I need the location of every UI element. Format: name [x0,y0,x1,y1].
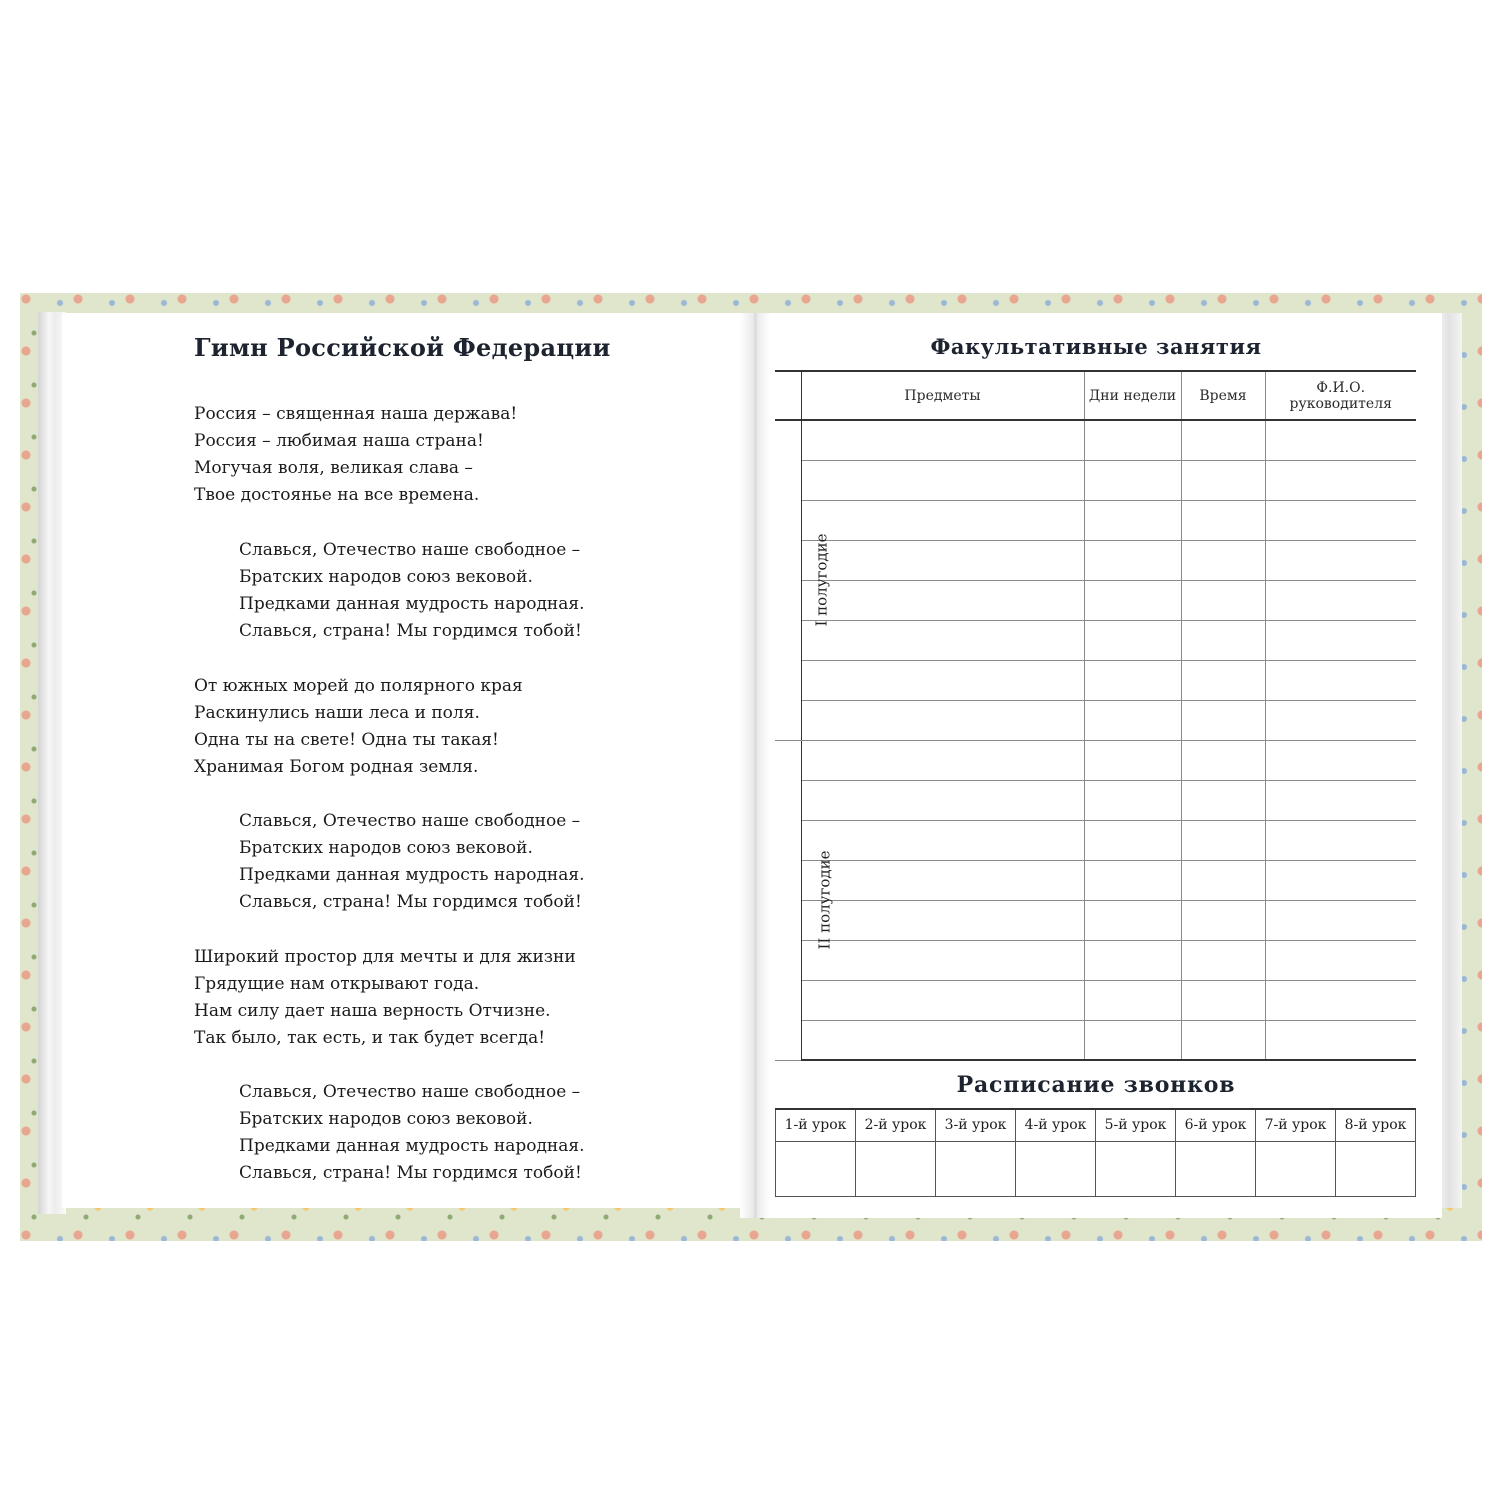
chorus-2 [239,808,585,916]
verse-line: Нам силу дает наша верность Отчизне. [194,1001,551,1021]
anthem-title: Гимн Российской Федерации [194,333,611,362]
bell-time-cell[interactable] [856,1141,936,1196]
table-row [775,580,1416,620]
supervisor-cell[interactable] [1265,860,1416,900]
chorus-line: Предками данная мудрость народная. [239,594,585,614]
lesson-header: 3-й урок [936,1109,1016,1141]
time-cell[interactable] [1181,700,1265,740]
table-row [775,860,1416,900]
supervisor-cell[interactable] [1265,980,1416,1020]
verse-line: Россия – любимая наша страна! [194,431,484,451]
lesson-header: 7-й урок [1256,1109,1336,1141]
supervisor-cell[interactable] [1265,540,1416,580]
days-cell[interactable] [1084,740,1181,780]
lesson-header: 6-й урок [1176,1109,1256,1141]
subject-cell[interactable] [801,660,1084,700]
table-row [775,900,1416,940]
supervisor-cell[interactable] [1265,740,1416,780]
verse-line: Одна ты на свете! Одна ты такая! [194,730,499,750]
elective-header-row [775,371,1416,420]
chorus-line: Славься, страна! Мы гордимся тобой! [239,892,582,912]
supervisor-cell[interactable] [1265,500,1416,540]
subject-cell[interactable] [801,780,1084,820]
supervisor-cell[interactable] [1265,580,1416,620]
time-cell[interactable] [1181,980,1265,1020]
subject-cell[interactable] [801,740,1084,780]
supervisor-cell[interactable] [1265,660,1416,700]
chorus-line: Славься, страна! Мы гордимся тобой! [239,621,582,641]
time-cell[interactable] [1181,540,1265,580]
column-header-days: Дни недели [1084,371,1181,420]
subject-cell[interactable] [801,420,1084,460]
chorus-line: Славься, Отечество наше свободное – [239,1082,581,1102]
subject-cell[interactable] [801,940,1084,980]
chorus-1 [239,537,585,645]
table-row [775,620,1416,660]
supervisor-cell[interactable] [1265,820,1416,860]
time-cell[interactable] [1181,860,1265,900]
verse-line: Твое достоянье на все времена. [194,485,480,505]
subject-cell[interactable] [801,980,1084,1020]
days-cell[interactable] [1084,980,1181,1020]
chorus-line: Братских народов союз вековой. [239,838,533,858]
days-cell[interactable] [1084,540,1181,580]
subject-cell[interactable] [801,1020,1084,1060]
days-cell[interactable] [1084,660,1181,700]
header-corner-cell [775,371,801,420]
subject-cell[interactable] [801,620,1084,660]
verse-line: Грядущие нам открывают года. [194,974,480,994]
verse-1 [194,401,517,509]
lesson-header: 2-й урок [856,1109,936,1141]
column-header-supervisor: Ф.И.О. руководителя [1265,371,1416,420]
time-cell[interactable] [1181,940,1265,980]
table-row [775,740,1416,780]
table-row [775,1020,1416,1060]
chorus-line: Славься, Отечество наше свободное – [239,540,581,560]
subject-cell[interactable] [801,900,1084,940]
verse-line: Широкий простор для мечты и для жизни [194,947,576,967]
supervisor-cell[interactable] [1265,1020,1416,1060]
supervisor-cell[interactable] [1265,420,1416,460]
chorus-line: Братских народов союз вековой. [239,567,533,587]
days-cell[interactable] [1084,580,1181,620]
supervisor-cell[interactable] [1265,460,1416,500]
verse-line: Россия – священная наша держава! [194,404,518,424]
bell-time-row [776,1141,1416,1196]
chorus-line: Предками данная мудрость народная. [239,865,585,885]
table-row [775,420,1416,460]
days-cell[interactable] [1084,780,1181,820]
elective-title: Факультативные занятия [930,334,1262,359]
chorus-3 [239,1079,585,1187]
table-row [775,540,1416,580]
chorus-line: Славься, Отечество наше свободное – [239,811,581,831]
bell-time-cell[interactable] [1176,1141,1256,1196]
column-header-time: Время [1181,371,1265,420]
supervisor-cell[interactable] [1265,900,1416,940]
bell-time-cell[interactable] [776,1141,856,1196]
time-cell[interactable] [1181,1020,1265,1060]
elective-table [775,370,1416,1061]
time-cell[interactable] [1181,780,1265,820]
table-row [775,940,1416,980]
time-cell[interactable] [1181,740,1265,780]
semester-2-label: II полугодие [815,850,834,950]
column-header-subjects: Предметы [801,371,1084,420]
verse-line: Так было, так есть, и так будет всегда! [194,1028,546,1048]
verse-line: От южных морей до полярного края [194,676,523,696]
table-row [775,460,1416,500]
time-cell[interactable] [1181,460,1265,500]
table-row [775,700,1416,740]
chorus-line: Братских народов союз вековой. [239,1109,533,1129]
days-cell[interactable] [1084,860,1181,900]
days-cell[interactable] [1084,820,1181,860]
days-cell[interactable] [1084,940,1181,980]
bell-schedule-title: Расписание звонков [956,1072,1236,1098]
days-cell[interactable] [1084,620,1181,660]
table-row [775,980,1416,1020]
subject-cell[interactable] [801,460,1084,500]
bell-time-cell[interactable] [1336,1141,1416,1196]
time-cell[interactable] [1181,620,1265,660]
semester-2-cell [775,740,834,1060]
days-cell[interactable] [1084,900,1181,940]
time-cell[interactable] [1181,580,1265,620]
days-cell[interactable] [1084,460,1181,500]
time-cell[interactable] [1181,660,1265,700]
chorus-line: Славься, страна! Мы гордимся тобой! [239,1163,582,1183]
supervisor-cell[interactable] [1265,940,1416,980]
subject-cell[interactable] [801,700,1084,740]
bell-schedule-table [775,1108,1416,1197]
subject-cell[interactable] [801,580,1084,620]
subject-cell[interactable] [801,500,1084,540]
lesson-header: 5-й урок [1096,1109,1176,1141]
time-cell[interactable] [1181,420,1265,460]
days-cell[interactable] [1084,500,1181,540]
bell-time-cell[interactable] [1016,1141,1096,1196]
table-row [775,500,1416,540]
lesson-header: 1-й урок [776,1109,856,1141]
supervisor-cell[interactable] [1265,620,1416,660]
verse-2 [194,673,523,781]
table-row [775,660,1416,700]
days-cell[interactable] [1084,700,1181,740]
subject-cell[interactable] [801,820,1084,860]
subject-cell[interactable] [801,540,1084,580]
chorus-line: Предками данная мудрость народная. [239,1136,585,1156]
table-row [775,780,1416,820]
semester-1-label: I полугодие [812,533,831,627]
supervisor-cell[interactable] [1265,700,1416,740]
verse-line: Хранимая Богом родная земля. [194,757,479,777]
bell-time-cell[interactable] [1256,1141,1336,1196]
supervisor-cell[interactable] [1265,780,1416,820]
table-row [775,820,1416,860]
semester-1-cell [775,420,831,740]
time-cell[interactable] [1181,500,1265,540]
subject-cell[interactable] [801,860,1084,900]
verse-line: Могучая воля, великая слава – [194,458,473,478]
time-cell[interactable] [1181,900,1265,940]
days-cell[interactable] [1084,420,1181,460]
days-cell[interactable] [1084,1020,1181,1060]
time-cell[interactable] [1181,820,1265,860]
bell-time-cell[interactable] [936,1141,1016,1196]
book-gutter [740,313,770,1218]
lesson-header: 8-й урок [1336,1109,1416,1141]
lesson-header: 4-й урок [1016,1109,1096,1141]
verse-3 [194,944,576,1052]
bell-header-row [776,1109,1416,1141]
verse-line: Раскинулись наши леса и поля. [194,703,480,723]
bell-time-cell[interactable] [1096,1141,1176,1196]
